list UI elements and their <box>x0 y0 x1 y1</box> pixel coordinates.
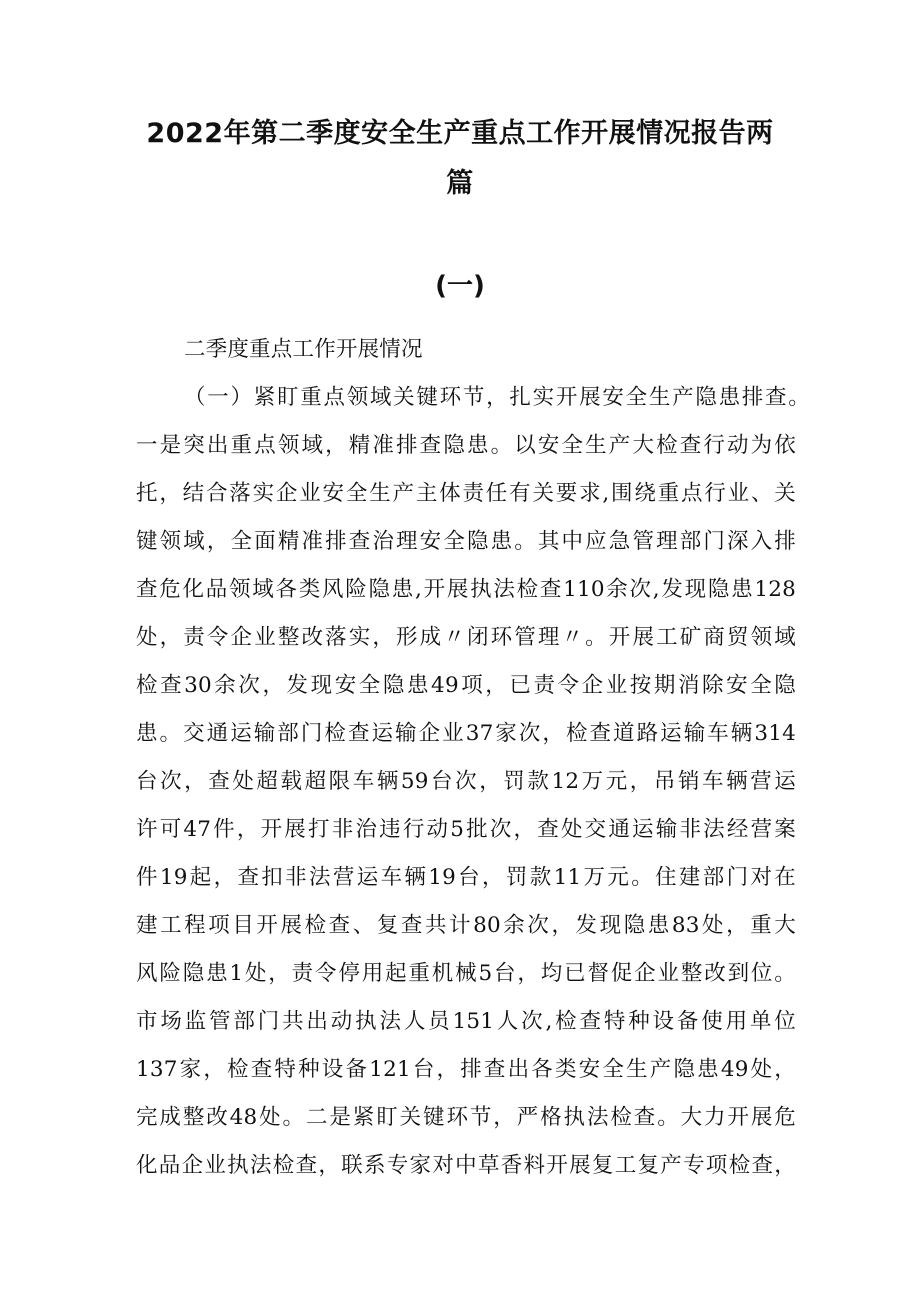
body-line: 键领域，全面精准排查治理安全隐患。其中应急管理部门深入排 <box>136 529 796 554</box>
body-line: 市场监管部门共出动执法人员151人次,检查特种设备使用单位 <box>136 1009 796 1034</box>
document-title-line-2: 篇 <box>446 168 474 199</box>
body-line: 风险隐患1处，责令停用起重机械5台，均已督促企业整改到位。 <box>136 961 796 986</box>
body-line: 件19起，查扣非法营运车辆19台，罚款11万元。住建部门对在 <box>136 865 796 890</box>
body-line: 托，结合落实企业安全生产主体责任有关要求,围绕重点行业、关 <box>136 481 796 506</box>
body-line: 患。交通运输部门检查运输企业37家次，检查道路运输车辆314 <box>136 721 796 746</box>
body-line: （一）紧盯重点领域关键环节，扎实开展安全生产隐患排查。 <box>184 385 810 410</box>
subheading: 二季度重点工作开展情况 <box>184 337 423 362</box>
body-line: 化品企业执法检查，联系专家对中草香料开展复工复产专项检查， <box>136 1153 796 1178</box>
body-line: 检查30余次，发现安全隐患49项，已责令企业按期消除安全隐 <box>136 673 796 698</box>
document-title-line-1: 2022年第二季度安全生产重点工作开展情况报告两 <box>146 118 774 149</box>
body-line: 一是突出重点领域，精准排查隐患。以安全生产大检查行动为依 <box>136 433 796 458</box>
body-line: 完成整改48处。二是紧盯关键环节，严格执法检查。大力开展危 <box>136 1105 796 1130</box>
section-number: (一) <box>435 271 485 301</box>
body-line: 台次，查处超载超限车辆59台次，罚款12万元，吊销车辆营运 <box>136 769 796 794</box>
body-line: 137家，检查特种设备121台，排查出各类安全生产隐患49处， <box>136 1057 796 1082</box>
body-line: 许可47件，开展打非治违行动5批次，查处交通运输非法经营案 <box>136 817 796 842</box>
body-line: 查危化品领域各类风险隐患,开展执法检查110余次,发现隐患128 <box>136 577 796 602</box>
body-line: 处，责令企业整改落实，形成〃闭环管理〃。开展工矿商贸领域 <box>136 625 796 650</box>
body-line: 建工程项目开展检查、复查共计80余次，发现隐患83处，重大 <box>136 913 796 938</box>
